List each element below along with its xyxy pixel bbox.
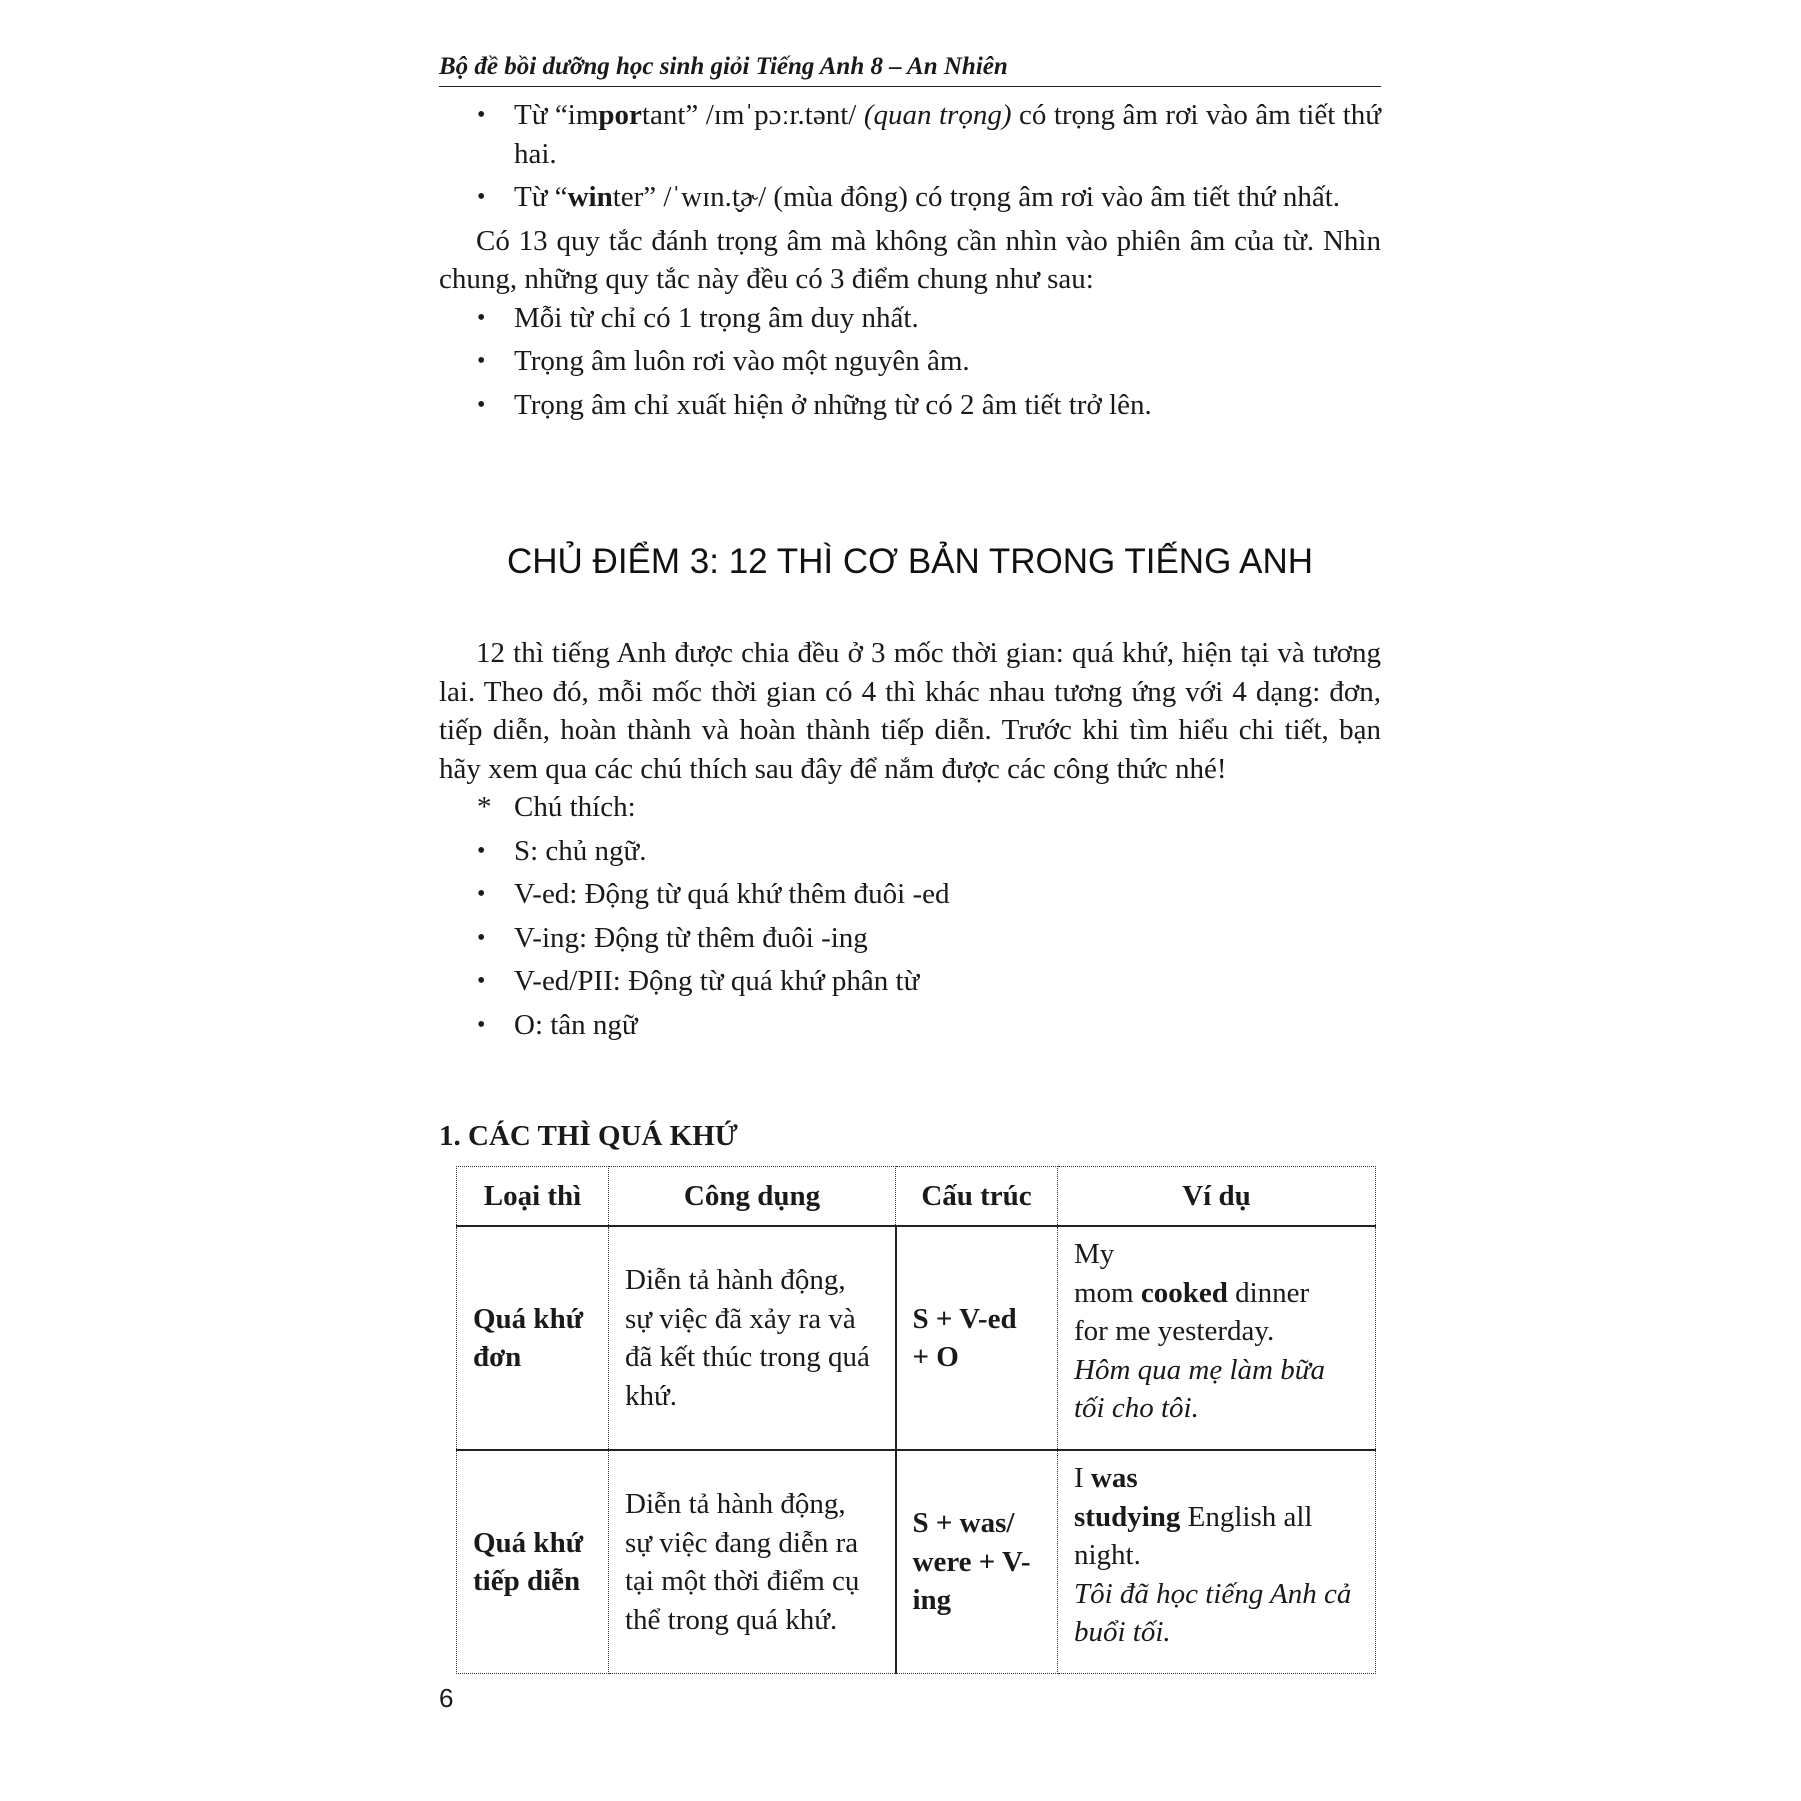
structure-line: + O <box>912 1341 959 1373</box>
example-text: My <box>1074 1238 1115 1270</box>
structure-line: were + V- <box>912 1545 1031 1578</box>
list-item: • Mỗi từ chỉ có 1 trọng âm duy nhất. <box>439 299 1381 338</box>
rules-list <box>439 299 1381 425</box>
text-run: ter” /ˈwɪn.t̬ɚ/ <box>612 181 774 213</box>
usage-cell: Diễn tả hành động, sự việc đã xảy ra và đã kết thúc trong quá khứ. <box>609 1226 896 1450</box>
example-cell <box>1058 1226 1376 1450</box>
tense-name: Quá khứ <box>473 1526 584 1559</box>
list-item: • V-ed/PII: Động từ quá khứ phân từ <box>439 962 1381 1001</box>
text-run: Từ “ <box>514 181 568 213</box>
example-verb: cooked <box>1140 1276 1228 1309</box>
example-text: I <box>1074 1462 1091 1494</box>
notes-list <box>439 788 1381 1044</box>
column-header: Cấu trúc <box>896 1167 1058 1227</box>
section-title: 1. CÁC THÌ QUÁ KHỨ <box>439 1120 738 1152</box>
list-item: • O: tân ngữ <box>439 1006 1381 1045</box>
page-number: 6 <box>439 1683 454 1713</box>
column-header: Loại thì <box>457 1167 609 1227</box>
table-row <box>457 1450 1376 1674</box>
table-row <box>457 1226 1376 1450</box>
example-translation: Hôm qua mẹ làm bữa tối cho tôi. <box>1074 1353 1326 1424</box>
running-header: Bộ đề bồi dưỡng học sinh giỏi Tiếng Anh 8 – An Nhiên <box>439 50 1381 87</box>
tense-name: Quá khứ <box>473 1302 584 1335</box>
example-verb: was <box>1090 1462 1138 1494</box>
example-text: English all <box>1180 1500 1313 1533</box>
column-header: Ví dụ <box>1058 1167 1376 1227</box>
stressed-syllable: por <box>598 99 642 131</box>
example-text: mom <box>1074 1276 1141 1309</box>
intro-block <box>439 96 1381 429</box>
column-header: Công dụng <box>609 1167 896 1227</box>
text-run: có trọng âm rơi vào âm tiết thứ hai. <box>514 99 1382 170</box>
example-cell <box>1058 1450 1376 1674</box>
list-item <box>439 96 1381 173</box>
example-text: dinner <box>1227 1276 1310 1309</box>
text-run: tant” /ɪmˈpɔːr.tənt/ <box>641 99 864 131</box>
list-item: • Trọng âm chỉ xuất hiện ở những từ có 2 âm tiết trở lên. <box>439 386 1381 425</box>
text-run: có trọng âm rơi vào âm tiết thứ nhất. <box>907 181 1341 213</box>
example-text: night. <box>1074 1539 1141 1571</box>
structure-line: S + V-ed <box>912 1302 1017 1335</box>
gloss: (mùa đông) <box>773 181 908 213</box>
example-translation: Tôi đã học tiếng Anh cả buổi tối. <box>1074 1577 1352 1648</box>
rules-paragraph: Có 13 quy tắc đánh trọng âm mà không cần nhìn vào phiên âm của từ. Nhìn chung, những quy tắc này đều có 3 điểm chung như sau: <box>439 224 1381 295</box>
tense-name: tiếp diễn <box>473 1565 581 1597</box>
chapter-title: CHỦ ĐIỂM 3: 12 THÌ CƠ BẢN TRONG TIẾNG ANH <box>507 542 1313 581</box>
example-text: for me yesterday. <box>1074 1315 1275 1347</box>
tense-name: đơn <box>473 1341 522 1373</box>
list-item: • S: chủ ngữ. <box>439 832 1381 871</box>
stressed-syllable: win <box>567 181 613 213</box>
chapter-intro-paragraph: 12 thì tiếng Anh được chia đều ở 3 mốc thời gian: quá khứ, hiện tại và tương lai. Theo đó, mỗi mốc thời gian có 4 thì khác nhau tương ứng với 4 dạng: đơn, tiếp diễn, hoàn thành và hoàn thành tiếp diễn. Trước khi tìm hiểu chi tiết, bạn hãy xem qua các chú thích sau đây để nắm được các công thức nhé! <box>439 637 1381 785</box>
list-item <box>439 178 1381 217</box>
text-run: Từ “im <box>514 99 599 131</box>
usage-cell: Diễn tả hành động, sự việc đang diễn ra tại một thời điểm cụ thể trong quá khứ. <box>609 1450 896 1674</box>
list-item: • V-ed: Động từ quá khứ thêm đuôi -ed <box>439 875 1381 914</box>
notes-title: * Chú thích: <box>439 788 1381 827</box>
structure-cell <box>896 1226 1058 1450</box>
stress-example-list <box>439 96 1381 217</box>
chapter-intro-block <box>439 634 1381 1049</box>
list-item: • Trọng âm luôn rơi vào một nguyên âm. <box>439 342 1381 381</box>
structure-cell <box>896 1450 1058 1674</box>
structure-line: ing <box>912 1584 952 1617</box>
structure-line: S + was/ <box>912 1507 1015 1540</box>
list-item: • V-ing: Động từ thêm đuôi -ing <box>439 919 1381 958</box>
gloss: (quan trọng) <box>863 99 1012 131</box>
example-verb: studying <box>1074 1500 1181 1533</box>
past-tenses-table <box>456 1166 1376 1674</box>
tense-name-cell <box>457 1226 609 1450</box>
table-header-row <box>457 1167 1376 1227</box>
tense-name-cell <box>457 1450 609 1674</box>
